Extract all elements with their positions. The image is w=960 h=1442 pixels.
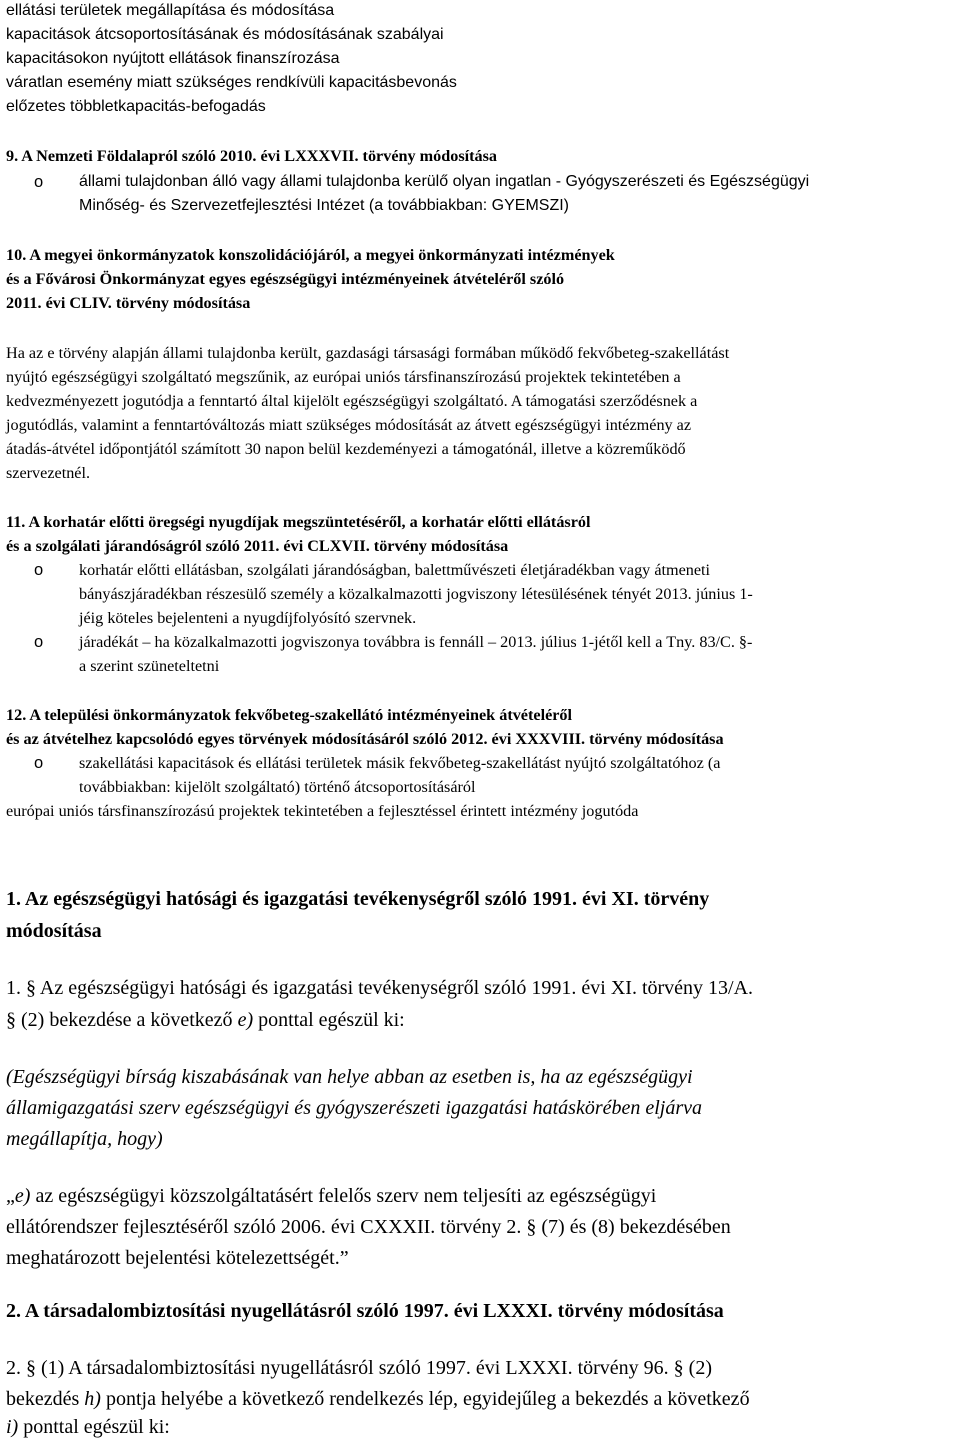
section-11-item-line: járadékát – ha közalkalmazotti jogviszonya továbbra is fennáll – 2013. július 1-jétől kell a Tny. 83/C. §- [79,633,753,651]
point-label: e) [14,1185,31,1207]
section-11-heading-line: 11. A korhatár előtti öregségi nyugdíjak megszüntetéséről, a korhatár előtti ellátásról [6,513,591,531]
bullet: o [34,754,44,772]
section-10-heading-line: és a Fővárosi Önkormányzat egyes egészségügyi intézményeinek átvételéről szóló [6,270,565,288]
quoted-provision-line [6,1185,656,1208]
section-10-paragraph-line: nyújtó egészségügyi szolgáltató megszűnik, az európai uniós társfinanszírozású projektek tekintetében a [6,368,681,386]
section-9-item-line: Minőség- és Szervezetfejlesztési Intézet (a továbbiakban: GYEMSZI) [79,197,569,214]
section-10-paragraph-line: jogutódlás, valamint a fenntartóváltozás miatt szükséges módosítását az átvett egészségügyi intézmény az [6,416,692,434]
section-10-paragraph-line: szervezetnél. [6,464,91,482]
quoted-provision-line: ellátórendszer fejlesztéséről szóló 2006. évi CXXXII. törvény 2. § (7) és (8) bekezdésében [6,1216,731,1238]
part-2-paragraph-line [6,1416,170,1439]
point-label: e) [237,1009,254,1031]
section-10-paragraph-line: Ha az e törvény alapján állami tulajdonba került, gazdasági társasági formában működő fekvőbeteg-szakellátást [6,344,730,362]
section-11-item-line: a szerint szüneteltetni [79,657,220,675]
section-9-item-line: állami tulajdonban álló vagy állami tulajdonba kerülő olyan ingatlan - Gyógyszerészeti és Egészségügyi [79,173,810,190]
part-1-heading-line: 1. Az egészségügyi hatósági és igazgatási tevékenységről szóló 1991. évi XI. törvény [6,888,710,910]
part-1-paragraph-line [6,1009,405,1032]
section-12-heading-line: 12. A települési önkormányzatok fekvőbeteg-szakellátó intézményeinek átvételéről [6,706,573,724]
quoted-provision-line: meghatározott bejelentési kötelezettségét.” [6,1247,349,1269]
section-10-paragraph-line: kedvezményezett jogutódja a fenntartó által kijelölt egészségügyi szolgáltató. A támogatási szerződésnek a [6,392,698,410]
section-10-heading-line: 2011. évi CLIV. törvény módosítása [6,294,251,312]
section-12-tail: európai uniós társfinanszírozású projektek tekintetében a fejlesztéssel érintett intézmény jogutóda [6,802,639,820]
section-10-paragraph-line: átadás-átvétel időpontjától számított 30 napon belül kezdeményezi a támogatónál, illetve a közreműködő [6,440,686,458]
quote-mark: „ [6,1185,15,1207]
part-1-heading-line: módosítása [6,920,102,942]
point-label: h) [84,1388,101,1410]
text: az egészségügyi közszolgáltatásért felelős szerv nem teljesíti az egészségügyi [30,1185,657,1207]
section-9-heading: 9. A Nemzeti Földalapról szóló 2010. évi LXXXVII. törvény módosítása [6,147,497,165]
italic-context-line: megállapítja, hogy) [6,1128,163,1150]
italic-context-line: államigazgatási szerv egészségügyi és gyógyszerészeti igazgatási hatáskörében eljárva [6,1097,703,1119]
text: ponttal egészül ki: [18,1416,170,1438]
intro-line: kapacitások átcsoportosításának és módosításának szabályai [6,26,444,43]
part-1-paragraph-line: 1. § Az egészségügyi hatósági és igazgatási tevékenységről szóló 1991. évi XI. törvény 13/A. [6,977,754,999]
part-2-paragraph-line: 2. § (1) A társadalombiztosítási nyugellátásról szóló 1997. évi LXXXI. törvény 96. § (2) [6,1357,712,1379]
text: § (2) bekezdése a következő [6,1009,238,1031]
part-2-heading: 2. A társadalombiztosítási nyugellátásról szóló 1997. évi LXXXI. törvény módosítása [6,1300,724,1322]
bullet: o [34,561,44,579]
part-2-paragraph-line [6,1388,750,1411]
intro-line: ellátási területek megállapítása és módosítása [6,2,335,19]
text: ponttal egészül ki: [253,1009,405,1031]
section-11-item-line: bányászjáradékban részesülő személy a közalkalmazotti jogviszony létesülésének tényét 2013. június 1- [79,585,753,603]
section-12-heading-line: és az átvételhez kapcsolódó egyes törvények módosításáról szóló 2012. évi XXXVIII. törvény módosítása [6,730,724,748]
section-12-item-line: továbbiakban: kijelölt szolgáltató) történő átcsoportosításáról [79,778,476,796]
intro-line: előzetes többletkapacitás-befogadás [6,98,266,115]
section-11-item-line: korhatár előtti ellátásban, szolgálati járandóságban, balettművészeti életjáradékban vagy átmeneti [79,561,711,579]
italic-context-line: (Egészségügyi bírság kiszabásának van helye abban az esetben is, ha az egészségügyi [6,1066,693,1088]
section-10-heading-line: 10. A megyei önkormányzatok konszolidációjáról, a megyei önkormányzati intézmények [6,246,615,264]
section-12-item-line: szakellátási kapacitások és ellátási területek másik fekvőbeteg-szakellátást nyújtó szolgáltatóhoz (a [79,754,721,772]
text: pontja helyébe a következő rendelkezés lép, egyidejűleg a bekezdés a következő [100,1388,750,1410]
text: bekezdés [6,1388,85,1410]
point-label: i) [6,1416,19,1438]
bullet: o [34,633,44,651]
intro-line: kapacitásokon nyújtott ellátások finanszírozása [6,50,340,67]
bullet: o [34,173,44,191]
section-11-heading-line: és a szolgálati járandóságról szóló 2011. évi CLXVII. törvény módosítása [6,537,509,555]
intro-line: váratlan esemény miatt szükséges rendkívüli kapacitásbevonás [6,74,457,91]
section-11-item-line: jéig köteles bejelenteni a nyugdíjfolyósító szervnek. [79,609,417,627]
